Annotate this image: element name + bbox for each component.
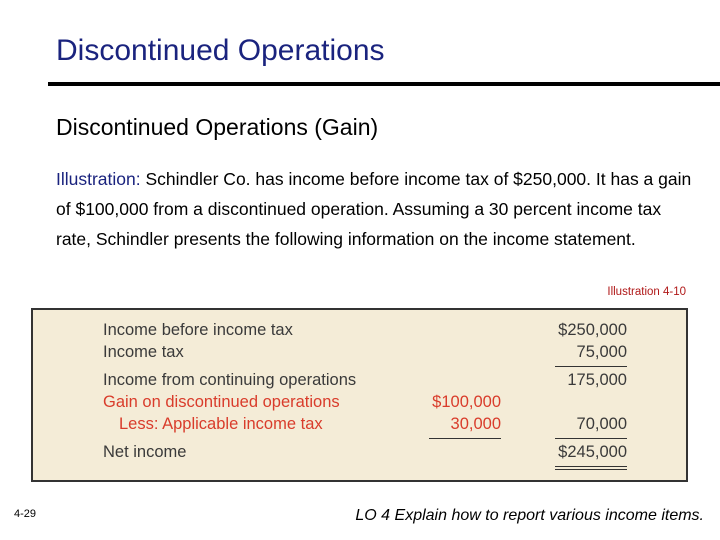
subtotal-underline xyxy=(555,366,627,367)
slide-subtitle: Discontinued Operations (Gain) xyxy=(56,114,379,140)
row-amount: $250,000 xyxy=(558,321,627,339)
statement-row xyxy=(33,343,686,365)
row-label: Net income xyxy=(103,443,187,461)
row-label: Income tax xyxy=(103,343,184,361)
statement-row xyxy=(33,415,686,437)
statement-row xyxy=(33,321,686,343)
title-divider xyxy=(48,82,720,86)
row-amount: 175,000 xyxy=(567,371,627,389)
row-amount: 75,000 xyxy=(576,343,627,361)
statement-row xyxy=(33,443,686,465)
row-subamount: $100,000 xyxy=(432,393,501,411)
illustration-label: Illustration: xyxy=(56,169,141,189)
illustration-text: Schindler Co. has income before income tax of $250,000. It has a gain of $100,000 from a discontinued operation. Assuming a 30 percent income tax rate, Schindler presents the following information on the income statement. xyxy=(56,169,692,249)
total-double-underline xyxy=(555,466,627,467)
income-statement xyxy=(31,308,688,482)
statement-row xyxy=(33,393,686,415)
statement-row xyxy=(33,371,686,393)
row-amount: 70,000 xyxy=(576,415,627,433)
row-subamount: 30,000 xyxy=(450,415,501,433)
illustration-paragraph xyxy=(56,164,696,254)
row-label: Income before income tax xyxy=(103,321,293,339)
row-label: Less: Applicable income tax xyxy=(119,415,323,433)
row-amount: $245,000 xyxy=(558,443,627,461)
subtotal-underline xyxy=(429,438,501,439)
row-label: Gain on discontinued operations xyxy=(103,393,340,411)
total-double-underline xyxy=(555,469,627,470)
subtotal-underline xyxy=(555,438,627,439)
illustration-reference: Illustration 4-10 xyxy=(607,286,686,298)
page-number: 4-29 xyxy=(14,508,37,520)
row-label: Income from continuing operations xyxy=(103,371,357,389)
learning-objective: LO 4 Explain how to report various income items. xyxy=(355,507,704,524)
slide-title: Discontinued Operations xyxy=(56,34,385,67)
